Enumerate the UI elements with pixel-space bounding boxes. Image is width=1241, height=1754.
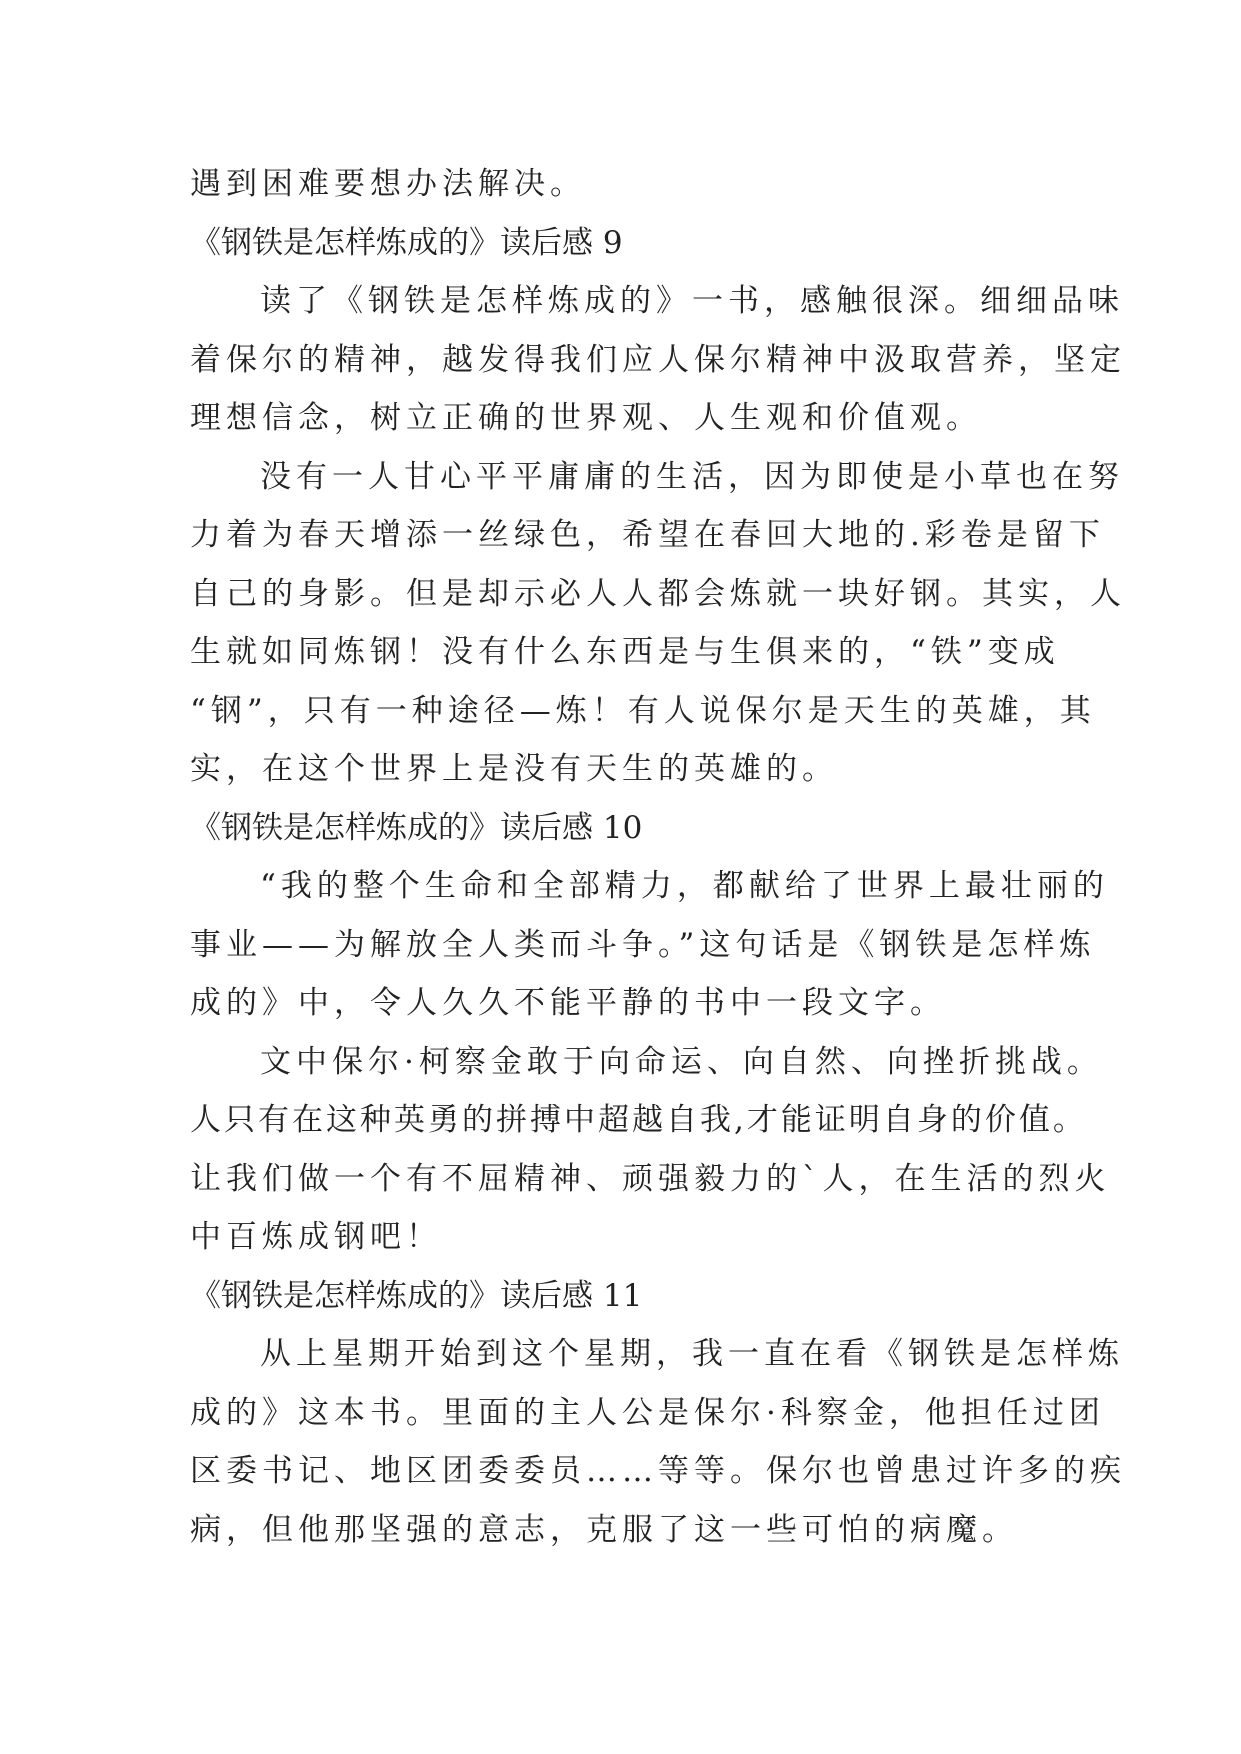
document-body <box>190 155 1126 1559</box>
section-heading: 《钢铁是怎样炼成的》读后感 10 <box>190 809 643 846</box>
paragraph-line: 实，在这个世界上是没有天生的英雄的。 <box>190 751 838 787</box>
paragraph-line: 没有一人甘心平平庸庸的生活，因为即使是小草也在努 <box>260 458 1124 495</box>
paragraph-line: 成的》这本书。里面的主人公是保尔·科察金，他担任过团 <box>190 1394 1105 1431</box>
paragraph-line: 文中保尔·柯察金敢于向命运、向自然、向挫折挑战。 <box>260 1043 1103 1080</box>
paragraph-line: 让我们做一个有不屈精神、顽强毅力的`人，在生活的烈火 <box>190 1160 1111 1197</box>
paragraph-line: 生就如同炼钢！没有什么东西是与生俱来的，“铁”变成 <box>190 634 1060 670</box>
paragraph-line: 中百炼成钢吧！ <box>190 1219 442 1255</box>
paragraph-line: 读了《钢铁是怎样炼成的》一书，感触很深。细细品味 <box>260 283 1124 319</box>
paragraph-line: 自己的身影。但是却示必人人都会炼就一块好钢。其实，人 <box>190 575 1126 612</box>
paragraph-line: 力着为春天增添一丝绿色，希望在春回大地的.彩卷是留下 <box>190 517 1105 553</box>
paragraph-line: 着保尔的精神，越发得我们应人保尔精神中汲取营养，坚定 <box>190 341 1126 378</box>
paragraph-line: 理想信念，树立正确的世界观、人生观和价值观。 <box>190 400 982 436</box>
paragraph-line: 从上星期开始到这个星期，我一直在看《钢铁是怎样炼 <box>260 1336 1124 1372</box>
paragraph-line: 成的》中，令人久久不能平静的书中一段文字。 <box>190 985 946 1021</box>
paragraph-line: 区委书记、地区团委委员……等等。保尔也曾患过许多的疾 <box>190 1453 1126 1489</box>
paragraph-line: “钢”，只有一种途径—炼！有人说保尔是天生的英雄，其 <box>190 692 1096 729</box>
paragraph-line: “我的整个生命和全部精力，都献给了世界上最壮丽的 <box>260 868 1109 904</box>
section-heading: 《钢铁是怎样炼成的》读后感 9 <box>190 224 623 261</box>
paragraph-line: 病，但他那坚强的意志，克服了这一些可怕的病魔。 <box>190 1511 1018 1548</box>
paragraph-line: 人只有在这种英勇的拼搏中超越自我,才能证明自身的价值。 <box>190 1102 1087 1138</box>
paragraph-line: 遇到困难要想办法解决。 <box>190 166 586 202</box>
section-heading: 《钢铁是怎样炼成的》读后感 11 <box>190 1277 643 1314</box>
paragraph-line: 事业——为解放全人类而斗争。”这句话是《钢铁是怎样炼 <box>190 926 1096 963</box>
